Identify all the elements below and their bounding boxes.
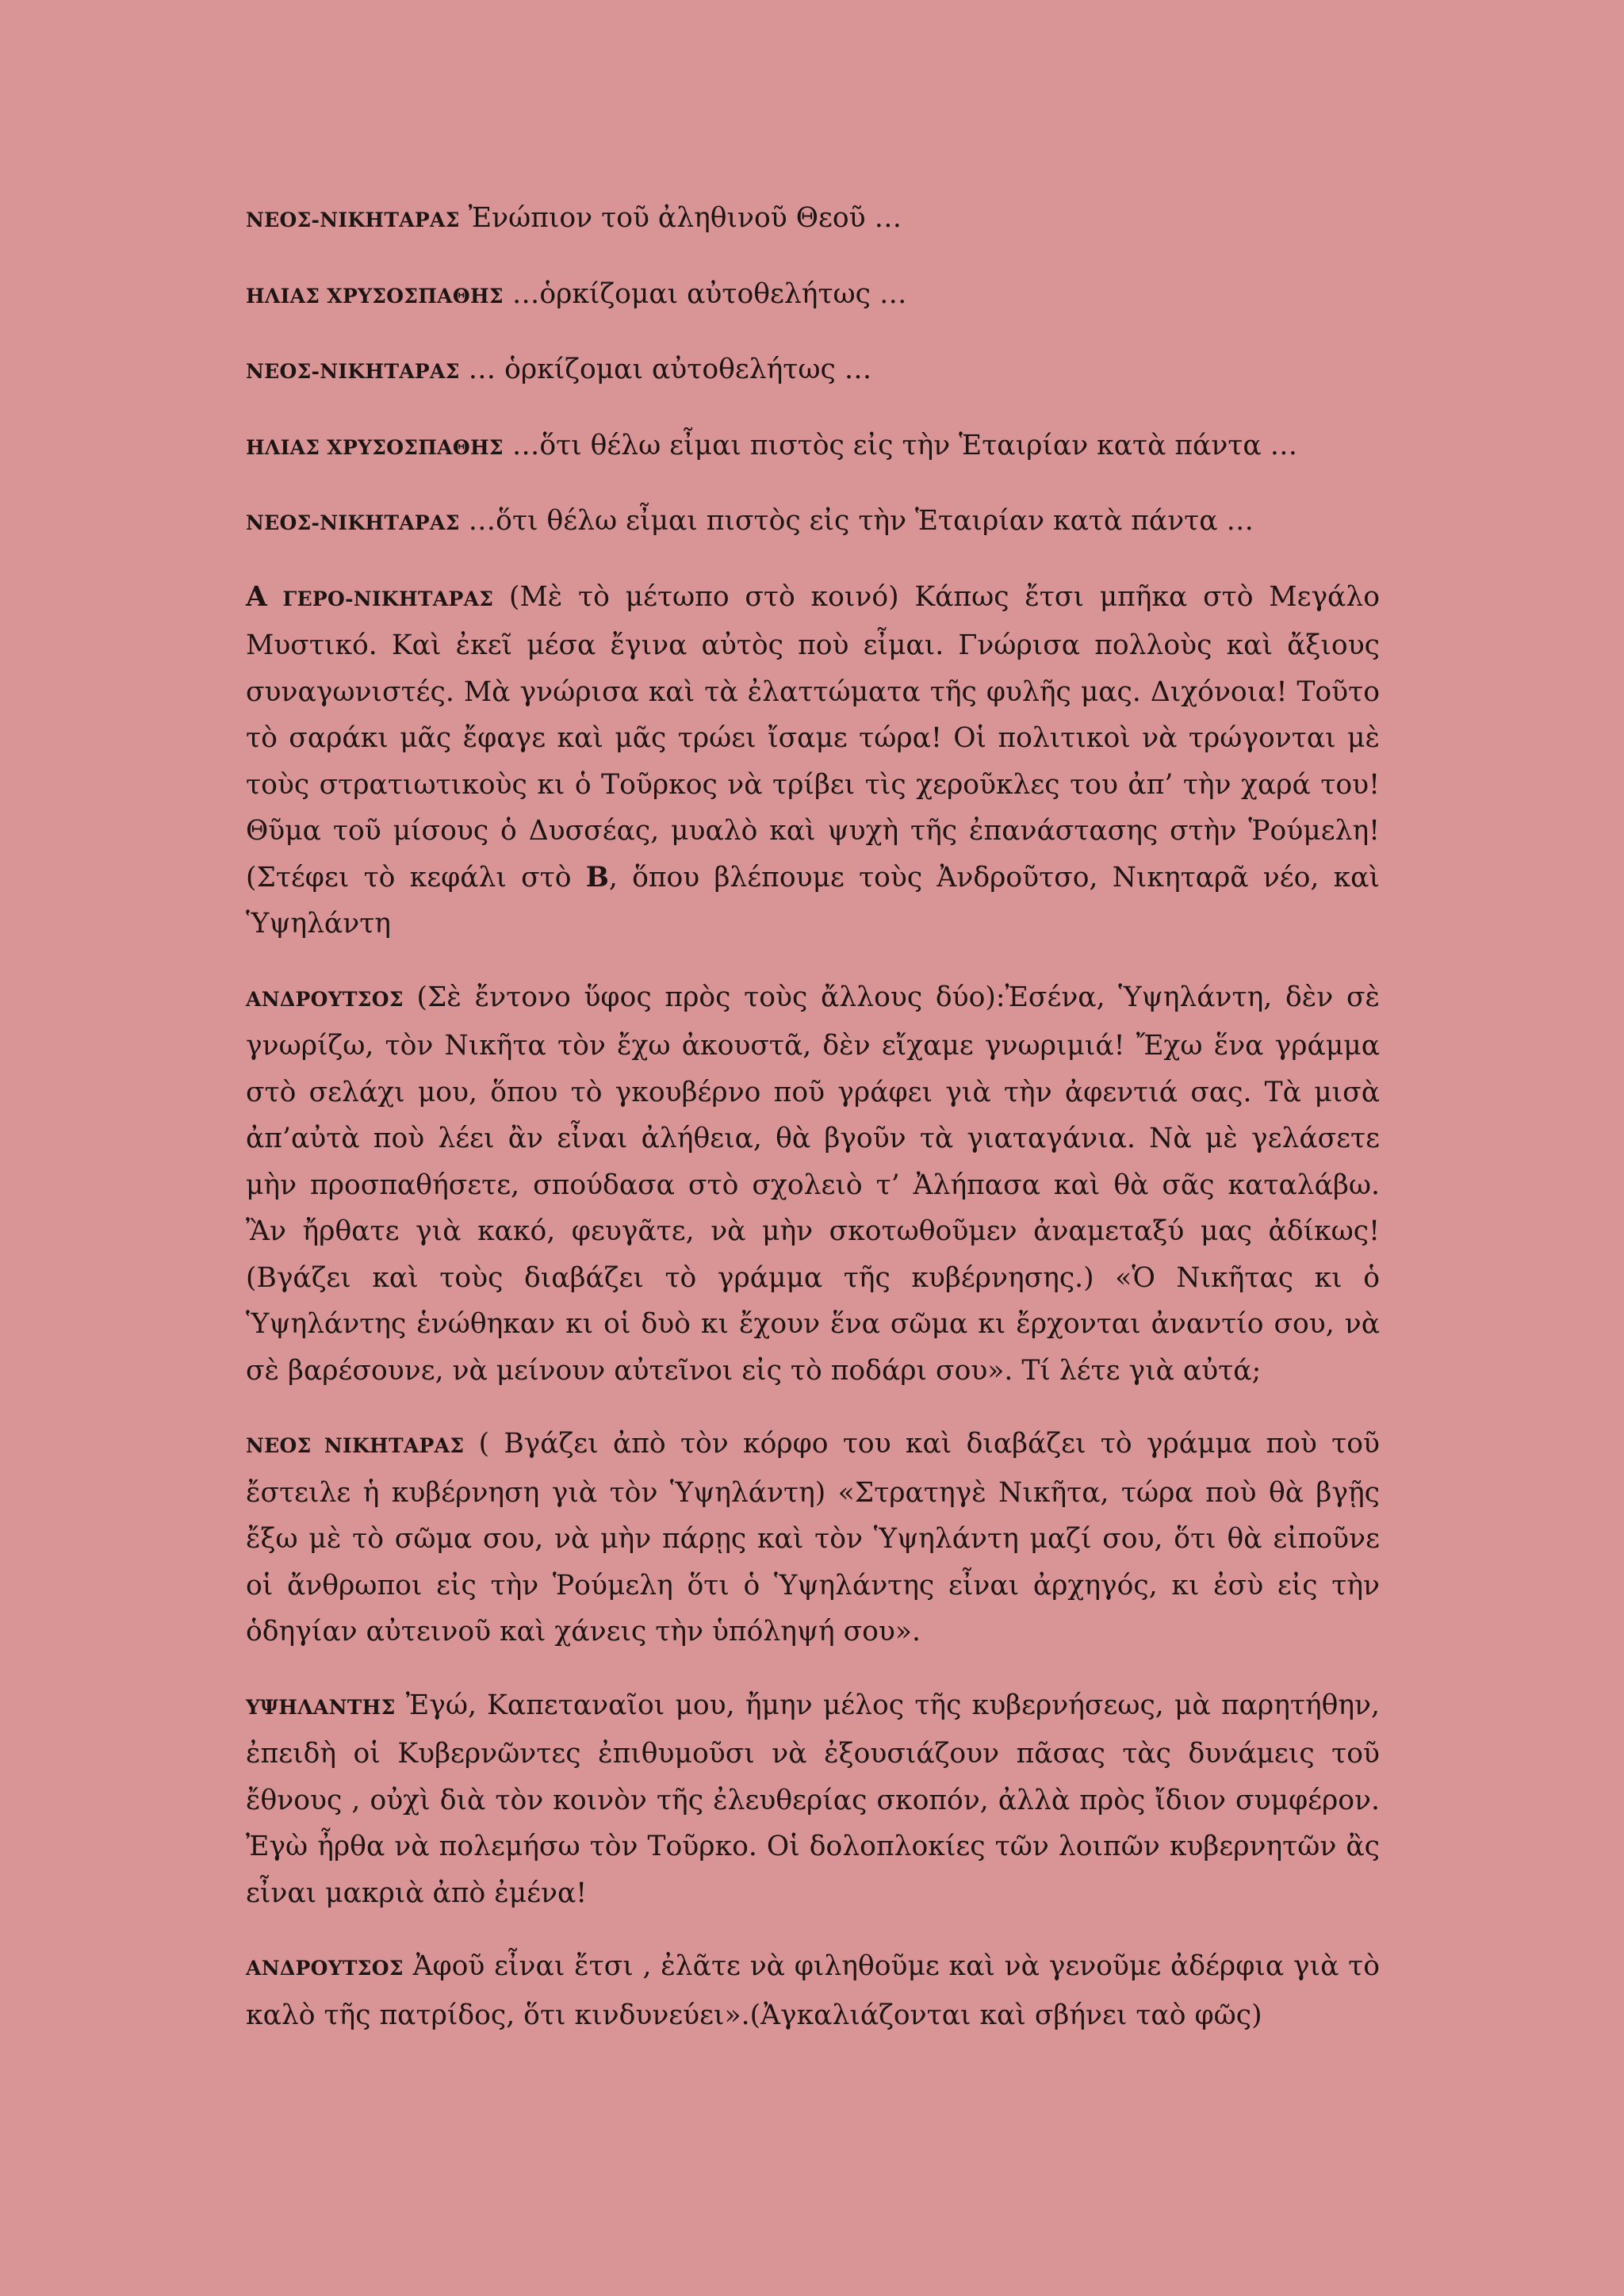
scene-marker: Α [246,580,267,613]
speaker-name: ΝΕΟΣ-ΝΙΚΗΤΑΡΑΣ [246,360,460,383]
dialogue-text: …ὁρκίζομαι αὐτοθελήτως … [511,277,907,310]
dialogue-text: …ὅτι θέλω εἶμαι πιστὸς εἰς τὴν Ἑταιρίαν κατὰ πάντα … [468,505,1254,537]
dialogue-line [246,498,1380,547]
speaker-name: ΑΝΔΡΟΥΤΣΟΣ [246,987,404,1011]
dialogue-text: … ὁρκίζομαι αὐτοθελήτως … [468,354,872,385]
dialogue-text: (Μὲ τὸ μέτωπο στὸ κοινό) Κάπως ἔτσι μπῆκα στὸ Μεγάλο Μυστικό. Καὶ ἐκεῖ μέσα ἔγινα αὐτὸς ποὺ εἶμαι. Γνώρισα πολλοὺς καὶ ἄξιους συναγωνιστές. Μὰ γνώρισα καὶ τὰ ἐλαττώματα τῆς φυλῆς μας. Διχόνοια! Τοῦτο τὸ σαράκι μᾶς ἔφαγε καὶ μᾶς τρώει ἴσαμε τώρα! Οἱ πολιτικοὶ νὰ τρώγονται μὲ τοὺς στρατιωτικοὺς κι ὁ Τοῦρκος νὰ τρίβει τὶς χεροῦκλες του ἀπ’ τὴν χαρά του! Θῦμα τοῦ μίσους ὁ Δυσσέας, μυαλὸ καὶ ψυχὴ τῆς ἐπανάστασης στὴν Ῥούμελη!(Στέφει τὸ κεφάλι στὸ [246,580,1380,894]
dialogue-paragraph [246,574,1380,947]
speaker-name: ΑΝΔΡΟΥΤΣΟΣ [246,1957,404,1980]
dialogue-text-continued: , ὅπου βλέπουμε τοὺς Ἀνδροῦτσο, Νικηταρᾶ νέο, καὶ Ὑψηλάντη [246,861,1380,939]
speaker-name: ΝΕΟΣ-ΝΙΚΗΤΑΡΑΣ [246,209,460,232]
dialogue-text: Ἀφοῦ εἶναι ἔτσι , ἐλᾶτε νὰ φιληθοῦμε καὶ νὰ γενοῦμε ἀδέρφια γιὰ τὸ καλὸ τῆς πατρίδος, ὅτι κινδυνεύει».(Ἀγκαλιάζονται καὶ σβήνει ταὸ φῶς) [246,1950,1380,2031]
speaker-name: ΝΕΟΣ ΝΙΚΗΤΑΡΑΣ [246,1434,465,1457]
dialogue-text: Ἐγώ, Καπεταναῖοι μου, ἤμην μέλος τῆς κυβερνήσεως, μὰ παρητήθην, ἐπειδὴ οἱ Κυβερνῶντες ἐπιθυμοῦσι νὰ ἐξουσιάζουν πᾶσας τὰς δυνάμεις τοῦ ἔθνους , οὐχὶ διὰ τὸν κοινὸν τῆς ἐλευθερίας σκοπόν, ἀλλὰ πρὸς ἴδιον συμφέρον. Ἐγὼ ἦρθα νὰ πολεμήσω τὸν Τοῦρκο. Οἱ δολοπλοκίες τῶν λοιπῶν κυβερνητῶν ἂς εἶναι μακριὰ ἀπὸ ἐμένα! [246,1689,1380,1909]
dialogue-paragraph [246,974,1380,1395]
dialogue-line [246,346,1380,396]
speaker-name: ΝΕΟΣ-ΝΙΚΗΤΑΡΑΣ [246,511,460,534]
dialogue-text: Ἐνώπιον τοῦ ἀληθινοῦ Θεοῦ … [468,202,902,234]
scene-marker-inline: Β [585,861,609,894]
dialogue-line [246,195,1380,244]
dialogue-text: (Σὲ ἔντονο ὕφος πρὸς τοὺς ἄλλους δύο):Ἐσένα, Ὑψηλάντη, δὲν σὲ γνωρίζω, τὸν Νικῆτα τὸν ἔχω ἀκουστᾶ, δὲν εἴχαμε γνωριμιά! Ἔχω ἕνα γράμμα στὸ σελάχι μου, ὅπου τὸ γκουβέρνο ποῦ γράφει γιὰ τὴν ἀφεντιά σας. Τὰ μισὰ ἀπ’αὐτὰ ποὺ λέει ἂν εἶναι ἀλήθεια, θὰ βγοῦν τὰ γιαταγάνια. Νὰ μὲ γελάσετε μὴν προσπαθήσετε, σπούδασα στὸ σχολειὸ τ’ Ἀλήπασα καὶ θὰ σᾶς καταλάβω. Ἂν ἤρθατε γιὰ κακό, φευγᾶτε, νὰ μὴν σκοτωθοῦμεν ἀναμεταξύ μας ἀδίκως! (Βγάζει καὶ τοὺς διαβάζει τὸ γράμμα τῆς κυβέρνησης.) «Ὁ Νικῆτας κι ὁ Ὑψηλάντης ἑνώθηκαν κι οἱ δυὸ κι ἔχουν ἕνα σῶμα κι ἔρχονται ἀναντίο σου, νὰ σὲ βαρέσουνε, νὰ μείνουν αὐτεῖνοι εἰς τὸ ποδάρι σου». Τί λέτε γιὰ αὐτά; [246,981,1381,1387]
dialogue-paragraph [246,1421,1380,1655]
dialogue-line [246,423,1380,472]
dialogue-text: …ὅτι θέλω εἶμαι πιστὸς εἰς τὴν Ἑταιρίαν κατὰ πάντα … [511,429,1298,461]
dialogue-paragraph [246,1682,1380,1917]
dialogue-paragraph [246,1943,1380,2038]
speaker-name: ΥΨΗΛΑΝΤΗΣ [246,1695,396,1719]
speaker-name: ΗΛΙΑΣ ΧΡΥΣΟΣΠΑΘΗΣ [246,284,504,308]
speaker-name: ΗΛΙΑΣ ΧΡΥΣΟΣΠΑΘΗΣ [246,435,504,459]
dialogue-line [246,271,1380,320]
dialogue-text: ( Βγάζει ἀπὸ τὸν κόρφο του καὶ διαβάζει τὸ γράμμα ποὺ τοῦ ἔστειλε ἡ κυβέρνηση γιὰ τὸν Ὑψηλάντη) «Στρατηγὲ Νικῆτα, τώρα ποὺ θὰ βγῇς ἔξω μὲ τὸ σῶμα σου, νὰ μὴν πάρῃς καὶ τὸν Ὑψηλάντη μαζί σου, ὅτι θὰ εἰποῦνε οἱ ἄνθρωποι εἰς τὴν Ῥούμελη ὅτι ὁ Ὑψηλάντης εἶναι ἀρχηγός, κι ἐσὺ εἰς τὴν ὁδηγίαν αὐτεινοῦ καὶ χάνεις τὴν ὑπόληψή σου». [246,1428,1380,1647]
speaker-name: ΓΕΡΟ-ΝΙΚΗΤΑΡΑΣ [282,587,494,610]
document-page [246,195,1380,2065]
